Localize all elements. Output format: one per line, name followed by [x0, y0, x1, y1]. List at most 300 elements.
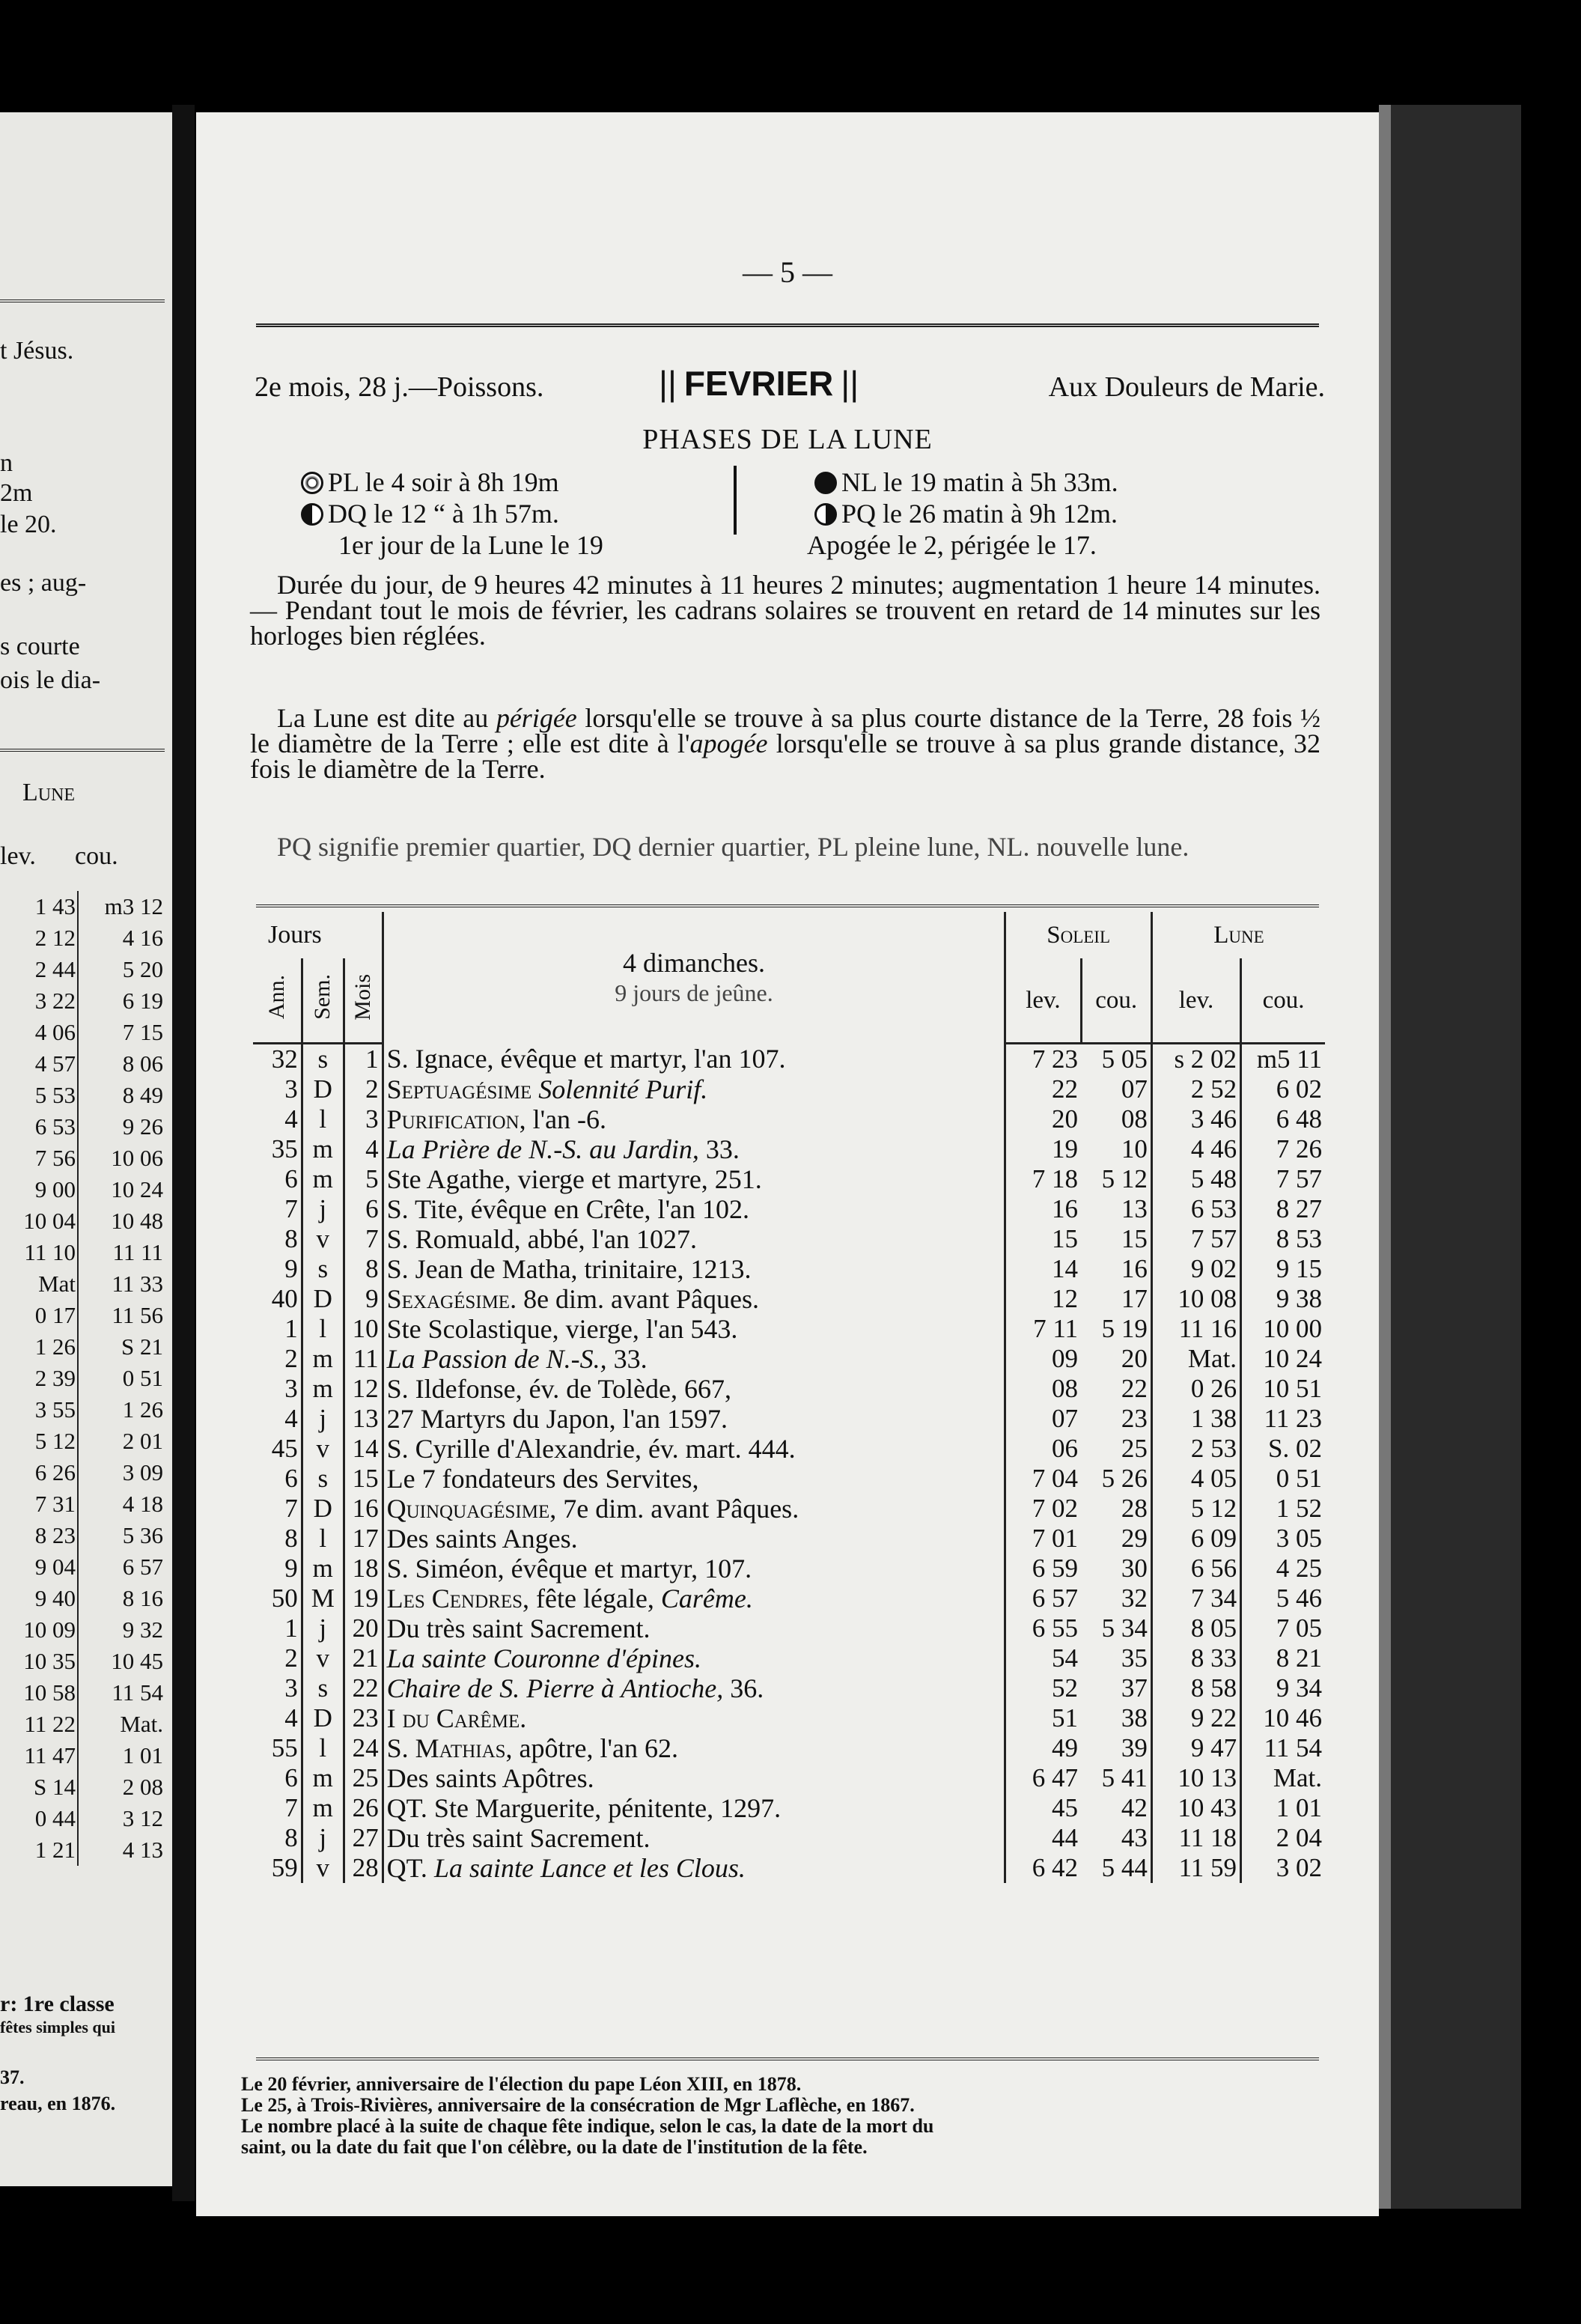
- table-row: [0, 1771, 165, 1803]
- paragraph-abbreviations: PQ signifie premier quartier, DQ dernier quartier, PL pleine lune, NL. nouvelle lune.: [277, 832, 1189, 862]
- weekday: m: [302, 1344, 344, 1374]
- feast: S. Mathias, apôtre, l'an 62.: [383, 1733, 1005, 1763]
- left-text: es ; aug-: [0, 569, 87, 597]
- table-row: [253, 1703, 1325, 1733]
- sunrise: 7 11: [1033, 1314, 1079, 1343]
- moonset: S. 02: [1268, 1434, 1322, 1463]
- day-of-year: 50: [253, 1584, 302, 1613]
- table-row: [253, 1224, 1325, 1254]
- sunset: 15: [1081, 1224, 1151, 1254]
- divider: [0, 749, 165, 752]
- sunrise: 44: [1052, 1823, 1079, 1852]
- left-text: le 20.: [0, 511, 57, 538]
- top-rule: [256, 323, 1319, 327]
- table-row: [0, 1331, 165, 1363]
- feast: Quinquagésime, 7e dim. avant Pâques.: [383, 1494, 1005, 1524]
- table-row: [0, 954, 165, 985]
- day-of-year: 4: [253, 1703, 302, 1733]
- col-lune-cou: cou.: [1241, 958, 1325, 1044]
- day-of-year: 3: [253, 1673, 302, 1703]
- moon-set: 11 54: [78, 1677, 165, 1709]
- moon-set: 1 26: [78, 1394, 165, 1426]
- month-header: [255, 363, 1325, 408]
- phase-new-moon: NL le 19 matin à 5h 33m.: [814, 466, 1118, 499]
- table-row: [253, 1494, 1325, 1524]
- table-row: [253, 1044, 1325, 1075]
- day-of-month: 21: [344, 1643, 383, 1673]
- sunset: 10: [1081, 1134, 1151, 1164]
- moonset: 5 46: [1276, 1584, 1322, 1613]
- weekday: D: [302, 1074, 344, 1104]
- sunset: 32: [1081, 1584, 1151, 1613]
- table-row: [253, 1404, 1325, 1434]
- day-of-year: 4: [253, 1104, 302, 1134]
- moon-rise: 1 43: [34, 893, 76, 919]
- moonset: Mat.: [1273, 1763, 1322, 1792]
- table-row: [0, 922, 165, 954]
- day-of-month: 3: [344, 1104, 383, 1134]
- sunrise: 7 01: [1032, 1524, 1079, 1553]
- moon-set: 3 12: [78, 1803, 165, 1834]
- month-title: || FEVRIER ||: [659, 364, 859, 403]
- moon-set: 4 13: [78, 1834, 165, 1866]
- moon-rise: 9 40: [34, 1585, 76, 1611]
- table-row: [0, 1520, 165, 1551]
- table-row: [253, 1554, 1325, 1584]
- left-lune-header: Lune: [22, 779, 76, 806]
- day-of-year: 6: [253, 1464, 302, 1494]
- moonset: 10 51: [1263, 1374, 1322, 1403]
- feast: I du Carême.: [383, 1703, 1005, 1733]
- day-of-year: 2: [253, 1344, 302, 1374]
- feast: La sainte Couronne d'épines.: [383, 1643, 1005, 1673]
- day-of-year: 1: [253, 1613, 302, 1643]
- moon-rise: 9 04: [34, 1554, 76, 1580]
- almanac-page: [196, 112, 1379, 2216]
- moonrise: 5 48: [1151, 1164, 1240, 1194]
- col-sem: Sem.: [302, 958, 344, 1044]
- moonrise: 10 08: [1151, 1284, 1240, 1314]
- day-of-month: 19: [344, 1584, 383, 1613]
- moon-rise: 2 39: [34, 1365, 76, 1391]
- new-moon-icon: [814, 472, 837, 494]
- moonset: 0 51: [1276, 1464, 1322, 1493]
- feast: Des saints Anges.: [383, 1524, 1005, 1554]
- table-row: [253, 1853, 1325, 1883]
- moonrise: 8 58: [1151, 1673, 1240, 1703]
- footnote: saint, ou la date du fait que l'on célèbre, ou la date de l'institution de la fête.: [241, 2136, 868, 2158]
- day-of-month: 25: [344, 1763, 383, 1793]
- feast: Septuagésime Solennité Purif.: [383, 1074, 1005, 1104]
- day-of-month: 28: [344, 1853, 383, 1883]
- sunrise: 52: [1052, 1673, 1079, 1703]
- moonrise: s 2 02: [1151, 1044, 1240, 1075]
- table-bottom-rule: [256, 2057, 1319, 2060]
- sunrise: 16: [1052, 1194, 1079, 1223]
- moon-rise: 8 23: [34, 1522, 76, 1548]
- day-of-year: 6: [253, 1763, 302, 1793]
- moon-set: 11 56: [78, 1300, 165, 1331]
- moon-set: 2 01: [78, 1426, 165, 1457]
- sunrise: 09: [1052, 1344, 1079, 1373]
- moonrise: 10 13: [1151, 1763, 1240, 1793]
- table-row: [0, 1583, 165, 1614]
- day-of-month: 1: [344, 1044, 383, 1075]
- full-moon-icon: [301, 472, 323, 494]
- sunrise: 49: [1052, 1733, 1079, 1762]
- moon-rise: 10 04: [23, 1208, 76, 1234]
- sunrise: 7 02: [1032, 1494, 1079, 1523]
- table-row: [0, 1205, 165, 1237]
- sunset: 29: [1081, 1524, 1151, 1554]
- day-of-month: 22: [344, 1673, 383, 1703]
- weekday: s: [302, 1254, 344, 1284]
- feast: Purification, l'an -6.: [383, 1104, 1005, 1134]
- moon-set: S 21: [78, 1331, 165, 1363]
- phases-divider: [734, 466, 737, 535]
- table-row: [0, 1268, 165, 1300]
- table-row: [0, 1300, 165, 1331]
- moonrise: Mat.: [1151, 1344, 1240, 1374]
- table-row: [253, 1733, 1325, 1763]
- moon-rise: 0 44: [34, 1805, 76, 1831]
- feast: La Passion de N.-S., 33.: [383, 1344, 1005, 1374]
- moonset: 7 26: [1276, 1134, 1322, 1163]
- weekday: l: [302, 1314, 344, 1344]
- moon-rise: 1 26: [34, 1333, 76, 1360]
- left-text: t Jésus.: [0, 337, 74, 365]
- day-of-year: 3: [253, 1374, 302, 1404]
- sunset: 22: [1081, 1374, 1151, 1404]
- left-foot: r: 1re classe: [0, 1992, 115, 2016]
- phase-first-day: 1er jour de la Lune le 19: [338, 530, 603, 560]
- sunset: 07: [1081, 1074, 1151, 1104]
- feast: S. Ildefonse, év. de Tolède, 667,: [383, 1374, 1005, 1404]
- moonset: 10 24: [1263, 1344, 1322, 1373]
- moonrise: 9 02: [1151, 1254, 1240, 1284]
- moon-set: 10 48: [78, 1205, 165, 1237]
- day-of-month: 5: [344, 1164, 383, 1194]
- phase-first-quarter: PQ le 26 matin à 9h 12m.: [814, 497, 1118, 530]
- moonset: 8 53: [1276, 1224, 1322, 1253]
- moon-set: 2 08: [78, 1771, 165, 1803]
- moonrise: 7 34: [1151, 1584, 1240, 1613]
- left-col-cou: cou.: [75, 842, 118, 870]
- feast: QT. La sainte Lance et les Clous.: [383, 1853, 1005, 1883]
- moonrise: 8 33: [1151, 1643, 1240, 1673]
- weekday: M: [302, 1584, 344, 1613]
- sunset: 30: [1081, 1554, 1151, 1584]
- day-of-month: 12: [344, 1374, 383, 1404]
- day-of-month: 11: [344, 1344, 383, 1374]
- feast: Sexagésime. 8e dim. avant Pâques.: [383, 1284, 1005, 1314]
- col-lune: Lune: [1213, 921, 1264, 949]
- sunrise: 45: [1052, 1793, 1079, 1822]
- table-row: [0, 1426, 165, 1457]
- feast: Du très saint Sacrement.: [383, 1613, 1005, 1643]
- moon-rise: 7 31: [34, 1491, 76, 1517]
- moonrise: 8 05: [1151, 1613, 1240, 1643]
- day-of-year: 55: [253, 1733, 302, 1763]
- table-row: [0, 1048, 165, 1080]
- sunrise: 6 59: [1032, 1554, 1079, 1583]
- moon-set: Mat.: [78, 1709, 165, 1740]
- moonset: 3 05: [1276, 1524, 1322, 1553]
- moonrise: 1 38: [1151, 1404, 1240, 1434]
- sunrise: 06: [1052, 1434, 1079, 1463]
- day-of-month: 7: [344, 1224, 383, 1254]
- table-row: [253, 1434, 1325, 1464]
- moon-set: 10 06: [78, 1143, 165, 1174]
- moon-set: 5 20: [78, 954, 165, 985]
- feast: Des saints Apôtres.: [383, 1763, 1005, 1793]
- moon-rise: 5 12: [34, 1428, 76, 1454]
- feast: S. Tite, évêque en Crête, l'an 102.: [383, 1194, 1005, 1224]
- sunrise: 51: [1052, 1703, 1079, 1733]
- table-row: [0, 1646, 165, 1677]
- day-of-month: 16: [344, 1494, 383, 1524]
- moonrise: 6 56: [1151, 1554, 1240, 1584]
- feast: Ste Scolastique, vierge, l'an 543.: [383, 1314, 1005, 1344]
- weekday: D: [302, 1284, 344, 1314]
- moon-set: 1 01: [78, 1740, 165, 1771]
- phase-last-quarter: DQ le 12 “ à 1h 57m.: [301, 497, 559, 530]
- sunset: 25: [1081, 1434, 1151, 1464]
- day-of-year: 2: [253, 1643, 302, 1673]
- feast: La Prière de N.-S. au Jardin, 33.: [383, 1134, 1005, 1164]
- moon-set: 4 16: [78, 922, 165, 954]
- table-row: [0, 1740, 165, 1771]
- moonrise: 6 53: [1151, 1194, 1240, 1224]
- day-of-month: 9: [344, 1284, 383, 1314]
- left-col-lev: lev.: [0, 842, 36, 870]
- footnote: Le 20 février, anniversaire de l'élection du pape Léon XIII, en 1878.: [241, 2073, 802, 2095]
- day-of-year: 6: [253, 1164, 302, 1194]
- table-row: [253, 1284, 1325, 1314]
- sunrise: 7 23: [1032, 1044, 1079, 1074]
- moon-rise: 10 35: [23, 1648, 76, 1674]
- col-mois: Mois: [344, 958, 383, 1044]
- day-of-month: 8: [344, 1254, 383, 1284]
- sunset: 5 44: [1081, 1853, 1151, 1883]
- moonset: 3 02: [1276, 1853, 1322, 1882]
- day-of-year: 8: [253, 1224, 302, 1254]
- moon-set: 4 18: [78, 1488, 165, 1520]
- moonset: 4 25: [1276, 1554, 1322, 1583]
- moonrise: 4 05: [1151, 1464, 1240, 1494]
- moon-rise: 11 47: [24, 1742, 76, 1768]
- left-page-fragment: [0, 112, 172, 2186]
- table-row: [253, 1464, 1325, 1494]
- moon-rise: 6 53: [34, 1113, 76, 1140]
- feast: QT. Ste Marguerite, pénitente, 1297.: [383, 1793, 1005, 1823]
- weekday: l: [302, 1524, 344, 1554]
- moon-set: 7 15: [78, 1017, 165, 1048]
- moonset: 9 38: [1276, 1284, 1322, 1313]
- phase-full-moon: PL le 4 soir à 8h 19m: [301, 466, 559, 499]
- moonset: 7 57: [1276, 1164, 1322, 1193]
- left-text: n: [0, 449, 13, 477]
- day-of-year: 8: [253, 1524, 302, 1554]
- moon-rise: Mat: [38, 1271, 76, 1297]
- moonrise: 7 57: [1151, 1224, 1240, 1254]
- table-row: [253, 1524, 1325, 1554]
- phase-apogee: Apogée le 2, périgée le 17.: [807, 530, 1097, 560]
- sunset: 5 34: [1081, 1613, 1151, 1643]
- first-quarter-moon-icon: [814, 503, 837, 526]
- table-row: [253, 1164, 1325, 1194]
- weekday: s: [302, 1464, 344, 1494]
- table-top-rule: [256, 904, 1319, 907]
- col-ann: Ann.: [253, 958, 302, 1044]
- moonrise: 9 22: [1151, 1703, 1240, 1733]
- moon-rise: 5 53: [34, 1082, 76, 1108]
- moon-rise: 10 58: [23, 1679, 76, 1706]
- table-row: [253, 1194, 1325, 1224]
- day-of-month: 4: [344, 1134, 383, 1164]
- weekday: j: [302, 1823, 344, 1853]
- moon-rise: 3 22: [34, 988, 76, 1014]
- table-row: [0, 1551, 165, 1583]
- day-of-year: 9: [253, 1254, 302, 1284]
- moon-set: 11 33: [78, 1268, 165, 1300]
- table-row: [253, 1074, 1325, 1104]
- moon-rise: 2 12: [34, 925, 76, 951]
- table-row: [0, 1174, 165, 1205]
- day-of-year: 8: [253, 1823, 302, 1853]
- table-row: [0, 985, 165, 1017]
- day-of-year: 7: [253, 1194, 302, 1224]
- moonset: 6 02: [1276, 1074, 1322, 1104]
- sunrise: 19: [1052, 1134, 1079, 1163]
- day-of-month: 15: [344, 1464, 383, 1494]
- weekday: v: [302, 1224, 344, 1254]
- moon-rise: 9 00: [34, 1176, 76, 1202]
- day-of-month: 20: [344, 1613, 383, 1643]
- moon-set: 6 19: [78, 985, 165, 1017]
- moonrise: 11 18: [1151, 1823, 1240, 1853]
- weekday: D: [302, 1703, 344, 1733]
- feast: 27 Martyrs du Japon, l'an 1597.: [383, 1404, 1005, 1434]
- feast: S. Siméon, évêque et martyr, 107.: [383, 1554, 1005, 1584]
- sunset: 35: [1081, 1643, 1151, 1673]
- table-row: [253, 1643, 1325, 1673]
- sunset: 39: [1081, 1733, 1151, 1763]
- moon-set: 9 26: [78, 1111, 165, 1143]
- footnotes: [241, 2074, 1334, 2158]
- phases-title: PHASES DE LA LUNE: [642, 424, 933, 455]
- moon-rise: S 14: [34, 1774, 76, 1800]
- sunrise: 6 47: [1032, 1763, 1079, 1792]
- day-of-year: 59: [253, 1853, 302, 1883]
- table-row: [253, 1254, 1325, 1284]
- moonset: 10 00: [1263, 1314, 1322, 1343]
- day-of-month: 24: [344, 1733, 383, 1763]
- moon-rise: 2 44: [34, 956, 76, 982]
- day-of-month: 14: [344, 1434, 383, 1464]
- moon-set: m3 12: [78, 891, 165, 922]
- moonset: 10 46: [1263, 1703, 1322, 1733]
- feast: S. Cyrille d'Alexandrie, év. mart. 444.: [383, 1434, 1005, 1464]
- moonrise: 10 43: [1151, 1793, 1240, 1823]
- left-foot: 37.: [0, 2066, 25, 2088]
- left-moon-table: [0, 891, 165, 1866]
- sunrise: 15: [1052, 1224, 1079, 1253]
- feast: Le 7 fondateurs des Servites,: [383, 1464, 1005, 1494]
- sunset: 20: [1081, 1344, 1151, 1374]
- table-row: [0, 1017, 165, 1048]
- feast: S. Ignace, évêque et martyr, l'an 107.: [383, 1044, 1005, 1075]
- sunrise: 20: [1052, 1104, 1079, 1134]
- sunrise: 7 04: [1032, 1464, 1079, 1493]
- day-of-month: 26: [344, 1793, 383, 1823]
- moon-rise: 3 55: [34, 1396, 76, 1423]
- book-gutter: [172, 105, 195, 2201]
- table-row: [0, 1803, 165, 1834]
- page-edge: [1379, 105, 1391, 2209]
- sunset: 08: [1081, 1104, 1151, 1134]
- table-row: [253, 1584, 1325, 1613]
- paragraph-lune: La Lune est dite au périgée lorsqu'elle se trouve à sa plus courte distance de la Terre, 28 fois ½ le diamètre de la Terre ; elle est dite à l'apogée lorsqu'elle se trouve à sa plus grande distance, 32 fois le diamètre de la Terre.: [250, 703, 1320, 784]
- day-of-year: 3: [253, 1074, 302, 1104]
- weekday: j: [302, 1404, 344, 1434]
- weekday: m: [302, 1554, 344, 1584]
- day-of-year: 40: [253, 1284, 302, 1314]
- moon-rise: 0 17: [34, 1302, 76, 1328]
- footnote: Le 25, à Trois-Rivières, anniversaire de la consécration de Mgr Laflèche, en 1867.: [241, 2094, 915, 2116]
- sunset: 43: [1081, 1823, 1151, 1853]
- table-row: [253, 1673, 1325, 1703]
- day-of-month: 2: [344, 1074, 383, 1104]
- moonrise: 3 46: [1151, 1104, 1240, 1134]
- moonset: 9 15: [1276, 1254, 1322, 1283]
- sunrise: 6 42: [1032, 1853, 1079, 1882]
- weekday: s: [302, 1673, 344, 1703]
- moonrise: 2 52: [1151, 1074, 1240, 1104]
- sunset: 38: [1081, 1703, 1151, 1733]
- col-lune-lev: lev.: [1151, 958, 1240, 1044]
- sunset: 23: [1081, 1404, 1151, 1434]
- last-quarter-moon-icon: [301, 503, 323, 526]
- calendar-table: [253, 912, 1325, 1883]
- paragraph-duration: Durée du jour, de 9 heures 42 minutes à 11 heures 2 minutes; augmentation 1 heure 14 minutes.— Pendant tout le mois de février, les cadrans solaires se trouvent en retard de 14 minutes sur les horloges bien réglées.: [250, 570, 1320, 651]
- table-row: [253, 1823, 1325, 1853]
- sunrise: 6 55: [1032, 1613, 1079, 1643]
- day-of-month: 6: [344, 1194, 383, 1224]
- feast: Du très saint Sacrement.: [383, 1823, 1005, 1853]
- moon-rise: 4 06: [34, 1019, 76, 1045]
- left-foot: reau, en 1876.: [0, 2093, 116, 2114]
- day-of-year: 9: [253, 1554, 302, 1584]
- moon-set: 8 06: [78, 1048, 165, 1080]
- moonrise: 11 59: [1151, 1853, 1240, 1883]
- table-row: [0, 1614, 165, 1646]
- page-number: — 5 —: [743, 255, 832, 289]
- weekday: l: [302, 1733, 344, 1763]
- sunset: 5 26: [1081, 1464, 1151, 1494]
- moonrise: 9 47: [1151, 1733, 1240, 1763]
- moon-set: 3 09: [78, 1457, 165, 1488]
- col-soleil-cou: cou.: [1081, 958, 1151, 1044]
- weekday: s: [302, 1044, 344, 1075]
- table-row: [0, 1488, 165, 1520]
- sunset: 17: [1081, 1284, 1151, 1314]
- table-row: [253, 1134, 1325, 1164]
- table-row: [253, 1613, 1325, 1643]
- weekday: m: [302, 1134, 344, 1164]
- table-row: [0, 1363, 165, 1394]
- moon-set: 10 45: [78, 1646, 165, 1677]
